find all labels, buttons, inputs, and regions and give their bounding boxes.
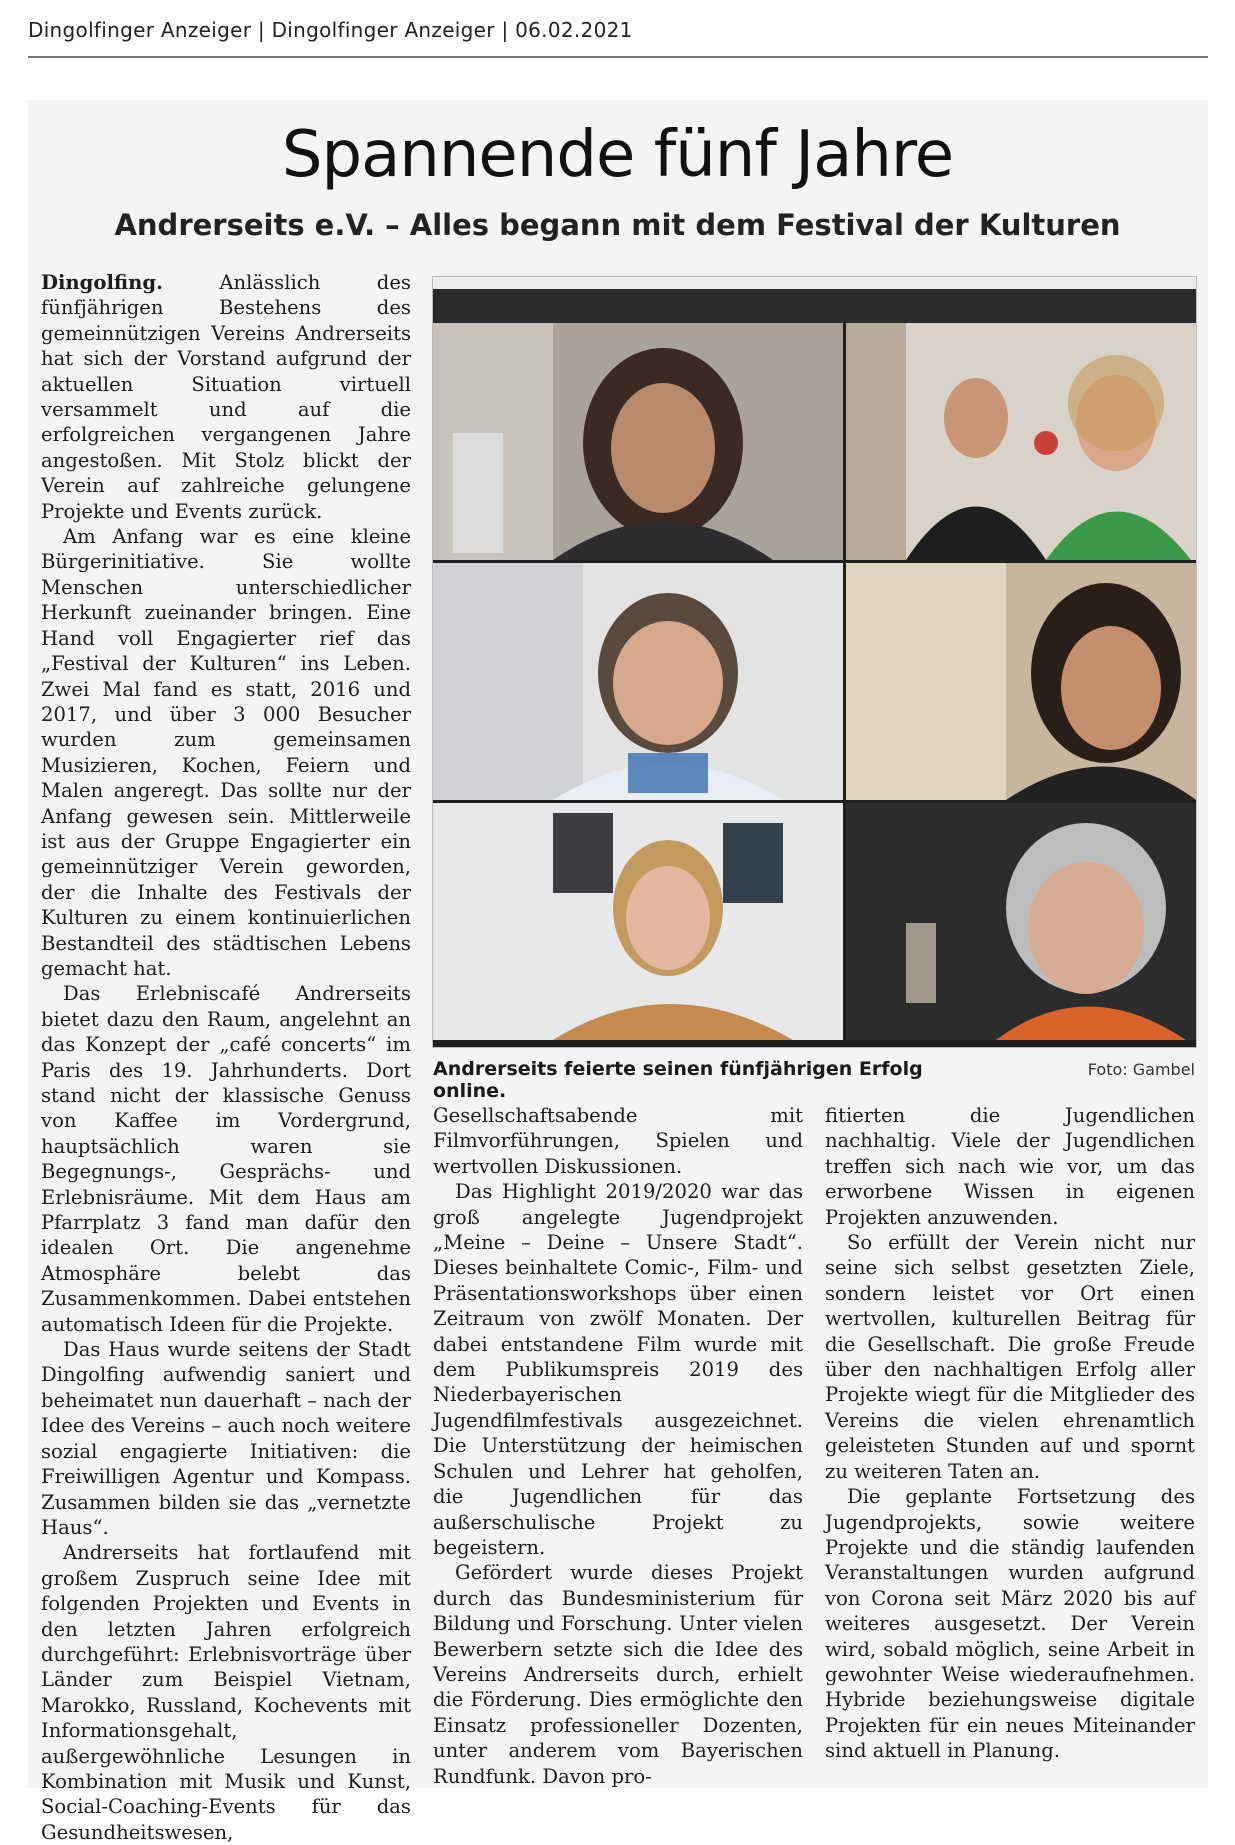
photo-caption: Andrerseits feierte seinen fünfjährigen Erfolg online. [433,1058,923,1102]
paragraph-text: Anlässlich des fünfjährigen Bestehens des gemeinnützigen Vereins Andrerseits hat sich der Vorstand aufgrund der aktuellen Situation virtuell versammelt und auf die erfolgreichen vergangenen Jahre angestoßen. Mit Stolz blickt der Verein auf zahlreiche gelungene Projekte und Events zurück. [41,271,411,523]
headline: Spannende fünf Jahre [281,118,954,192]
article-column-3 [825,1103,1195,1764]
participant-tile [433,803,843,1040]
participant-tile [846,323,1196,560]
participant-tile [846,803,1196,1040]
video-call-photo [432,276,1197,1048]
participant-tile [433,323,843,560]
paragraph: Die geplante Fortsetzung des Jugendprojekts, sowie weitere Projekte und die ständig laufenden Veranstaltungen wurden aufgrund von Corona seit März 2020 bis auf weiteres ausgesetzt. Der Verein wird, sobald möglich, seine Arbeit in gewohnter Weise wiederaufnehmen. Hybride beziehungsweise digitale Projekten für ein neues Miteinander sind aktuell in Planung. [825,1485,1195,1763]
article-column-1 [41,270,411,1845]
source-line: Dingolfinger Anzeiger | Dingolfinger Anzeiger | 06.02.2021 [28,18,633,42]
paragraph: Das Haus wurde seitens der Stadt Dingolfing aufwendig saniert und beheimatet nun dauerhaft – nach der Idee des Vereins – auch noch weitere sozial engagierte Initiativen: die Freiwilligen Agentur und Kompass. Zusammen bilden sie das „vernetzte Haus“. [41,1338,411,1539]
paragraph: Gesellschaftsabende mit Filmvorführungen, Spielen und wertvollen Diskussionen. [433,1104,803,1178]
photo-credit: Foto: Gambel [1087,1060,1195,1079]
dateline: Dingolfing. [41,271,163,294]
paragraph: Andrerseits hat fortlaufend mit großem Zuspruch seine Idee mit folgenden Projekten und Events in den letzten Jahren erfolgreich durchgeführt: Erlebnisvorträge über Länder zum Beispiel Vietnam, Marokko, Russland, Kochevents mit Informationsgehalt, außergewöhnliche Lesungen in Kombination mit Musik und Kunst, Social-Coaching-Events für das Gesundheitswesen, [41,1541,411,1844]
paragraph [41,270,411,524]
participant-tile [846,563,1196,800]
paragraph: Das Erlebniscafé Andrerseits bietet dazu den Raum, angelehnt an das Konzept der „café concerts“ im Paris des 19. Jahrhunderts. Dort stand nicht der klassische Genuss von Kaffee im Vordergrund, hauptsächlich waren sie Begegnungs-, Gesprächs- und Erlebnisräume. Mit dem Haus am Pfarrplatz 3 fand man dafür den idealen Ort. Die angenehme Atmosphäre belebt das Zusammenkommen. Dabei entstehen automatisch Ideen für die Projekte. [41,982,411,1336]
paragraph: So erfüllt der Verein nicht nur seine sich selbst gesetzten Ziele, sondern leistet vor Ort einen wertvollen, kulturellen Beitrag für die Gesellschaft. Die große Freude über den nachhaltigen Erfolg aller Projekte wiegt für die Mitglieder des Vereins die vielen ehrenamtlich geleisteten Stunden auf und spornt zu weiteren Taten an. [825,1231,1195,1483]
article-column-2 [433,1103,803,1789]
paragraph: Am Anfang war es eine kleine Bürgerinitiative. Sie wollte Menschen unterschiedlicher Herkunft zueinander bringen. Eine Hand voll Engagierter rief das „Festival der Kulturen“ ins Leben. Zwei Mal fand es statt, 2016 und 2017, und über 3 000 Besucher wurden zum gemeinsamen Musizieren, Kochen, Feiern und Malen angeregt. Das sollte nur der Anfang gewesen sein. Mittlerweile ist aus der Gruppe Engagierter ein gemeinnütziger Verein geworden, der die Inhalte des Festivals der Kulturen zu einem kontinuierlichen Bestandteil des städtischen Lebens gemacht hat. [41,525,411,980]
subheadline: Andrerseits e.V. – Alles begann mit dem Festival der Kulturen [114,208,1121,242]
paragraph: Das Highlight 2019/2020 war das groß angelegte Jugendprojekt „Meine – Deine – Unsere Stadt“. Dieses beinhaltete Comic-, Film- und Präsentationsworkshops über einen Zeitraum von zwölf Monaten. Der dabei entstandene Film wurde mit dem Publikumspreis 2019 des Niederbayerischen Jugendfilmfestivals ausgezeichnet. Die Unterstützung der heimischen Schulen und Lehrer hat geholfen, die Jugendlichen für das außerschulische Projekt zu begeistern. [433,1180,803,1559]
header-divider [28,56,1208,58]
paragraph: Gefördert wurde dieses Projekt durch das Bundesministerium für Bildung und Forschung. Unter vielen Bewerbern setzte sich die Idee des Vereins Andrerseits durch, erhielt die Förderung. Dies ermöglichte den Einsatz professioneller Dozenten, unter anderem vom Bayerischen Rundfunk. Davon pro- [433,1561,803,1788]
participant-tile [433,563,843,800]
paragraph: fitierten die Jugendlichen nachhaltig. Viele der Jugendlichen treffen sich nach wie vor, um das erworbene Wissen in eigenen Projekten anzuwenden. [825,1104,1195,1229]
